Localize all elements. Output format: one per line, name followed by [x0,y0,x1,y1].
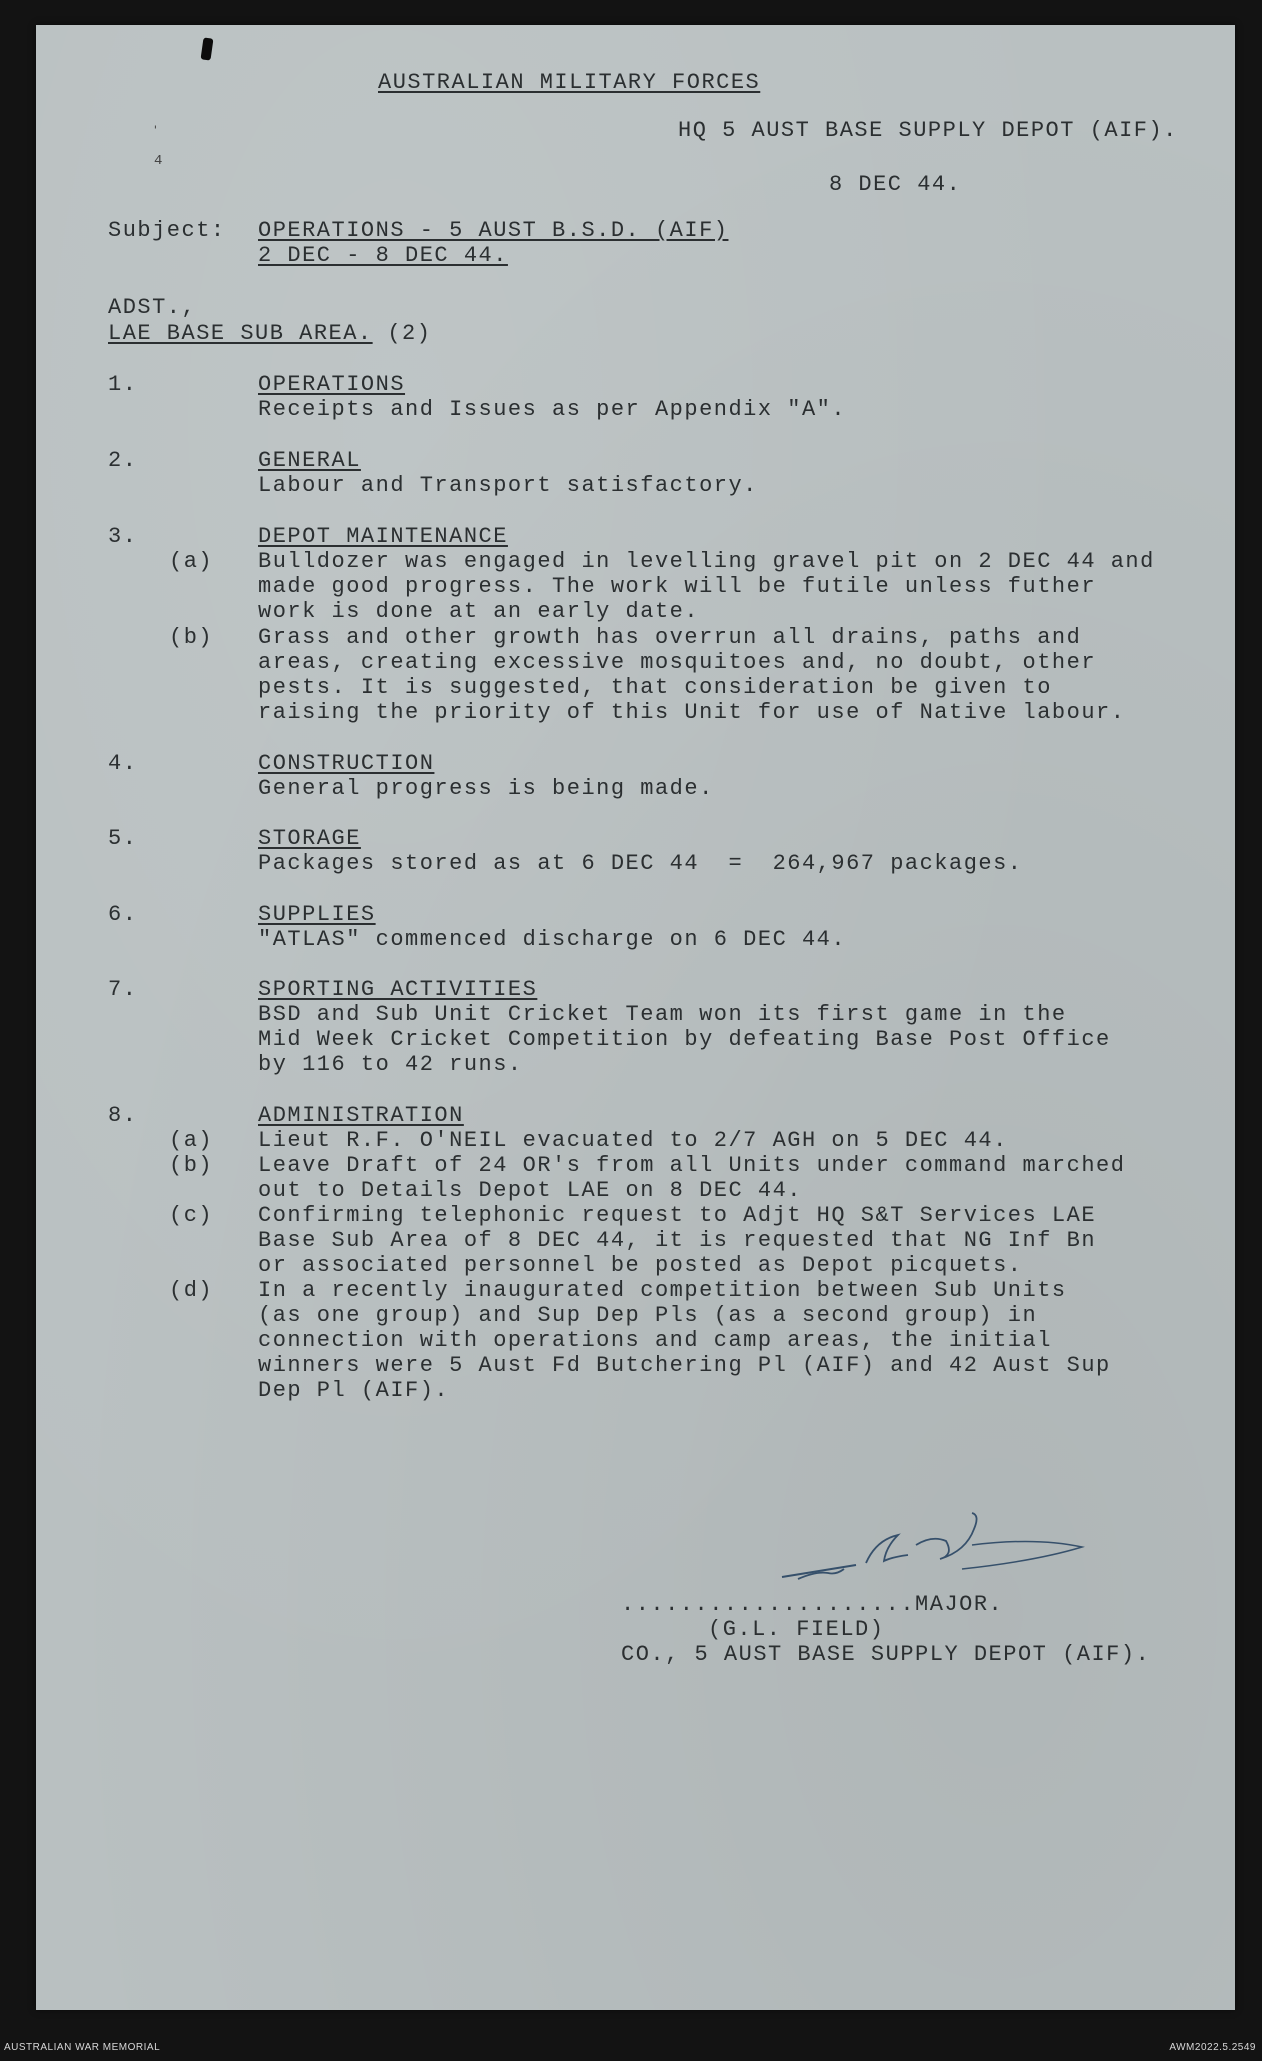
section-title: SUPPLIES [258,902,376,927]
section-line: BSD and Sub Unit Cricket Team won its first game in the [258,1002,1067,1027]
item-line: (as one group) and Sup Dep Pls (as a second group) in [258,1303,1038,1328]
pencil-mark-icon: ˌ [150,111,161,131]
addressee-line-1: ADST., [108,295,197,320]
section-title: ADMINISTRATION [258,1103,464,1128]
item-line: In a recently inaugurated competition between Sub Units [258,1278,1067,1303]
footer-source: AUSTRALIAN WAR MEMORIAL [4,2042,161,2053]
signatory-role: CO., 5 AUST BASE SUPPLY DEPOT (AIF). [621,1642,1151,1667]
item-line: Lieut R.F. O'NEIL evacuated to 2/7 AGH on 5 DEC 44. [258,1128,1008,1153]
document-heading: AUSTRALIAN MILITARY FORCES [378,70,761,95]
section-title: STORAGE [258,826,361,851]
item-line: made good progress. The work will be futile unless futher [258,574,1097,599]
item-line: connection with operations and camp areas, the initial [258,1328,1052,1353]
item-line: Grass and other growth has overrun all drains, paths and [258,625,1082,650]
section-line: "ATLAS" commenced discharge on 6 DEC 44. [258,927,847,952]
section-line: Packages stored as at 6 DEC 44 = 264,967 packages. [258,851,1023,876]
item-line: Confirming telephonic request to Adjt HQ S&T Services LAE [258,1203,1097,1228]
item-line: pests. It is suggested, that consideration be given to [258,675,1052,700]
item-line: Dep Pl (AIF). [258,1378,450,1403]
section-title: SPORTING ACTIVITIES [258,977,538,1002]
section-title: OPERATIONS [258,372,406,397]
item-line: raising the priority of this Unit for use of Native labour. [258,700,1126,725]
signatory-name: (G.L. FIELD) [708,1617,885,1642]
item-line: winners were 5 Aust Fd Butchering Pl (AIF) and 42 Aust Sup [258,1353,1111,1378]
hq-line: HQ 5 AUST BASE SUPPLY DEPOT (AIF). [678,118,1178,143]
section-number: 7. [108,977,138,1002]
addressee-copy: (2) [387,321,432,346]
addressee-area: LAE BASE SUB AREA. [108,321,373,346]
section-number: 3. [108,524,138,549]
pencil-mark-icon: 4 [154,153,163,169]
item-letter: (b) [169,1153,214,1178]
section-title: GENERAL [258,448,361,473]
section-number: 6. [108,902,138,927]
footer-reference: AWM2022.5.2549 [1169,2042,1256,2053]
document-date: 8 DEC 44. [829,172,962,197]
document-page [36,25,1235,2010]
section-line: by 116 to 42 runs. [258,1052,523,1077]
item-letter: (a) [169,1128,214,1153]
addressee-line-2 [108,321,431,346]
section-title: CONSTRUCTION [258,751,435,776]
section-line: General progress is being made. [258,776,714,801]
item-line: work is done at an early date. [258,599,700,624]
section-line: Labour and Transport satisfactory. [258,473,758,498]
section-line: Receipts and Issues as per Appendix "A". [258,397,847,422]
item-letter: (d) [169,1278,214,1303]
handwritten-signature [736,1485,1176,1595]
item-line: Base Sub Area of 8 DEC 44, it is requested that NG Inf Bn [258,1228,1097,1253]
item-line: out to Details Depot LAE on 8 DEC 44. [258,1178,802,1203]
section-number: 5. [108,826,138,851]
section-number: 2. [108,448,138,473]
section-line: Mid Week Cricket Competition by defeating Base Post Office [258,1027,1111,1052]
subject-label: Subject: [108,218,226,243]
item-line: Bulldozer was engaged in levelling gravel pit on 2 DEC 44 and [258,549,1155,574]
item-letter: (c) [169,1203,214,1228]
pin-hole-mark [201,37,214,60]
subject-line-2: 2 DEC - 8 DEC 44. [258,243,508,268]
item-letter: (b) [169,625,214,650]
item-line: Leave Draft of 24 OR's from all Units under command marched [258,1153,1126,1178]
item-letter: (a) [169,549,214,574]
section-number: 8. [108,1103,138,1128]
subject-line-1: OPERATIONS - 5 AUST B.S.D. (AIF) [258,218,729,243]
signature-line: ....................MAJOR. [621,1592,1004,1617]
item-line: areas, creating excessive mosquitoes and, no doubt, other [258,650,1097,675]
section-number: 4. [108,751,138,776]
section-number: 1. [108,372,138,397]
section-title: DEPOT MAINTENANCE [258,524,508,549]
item-line: or associated personnel be posted as Depot picquets. [258,1253,1023,1278]
